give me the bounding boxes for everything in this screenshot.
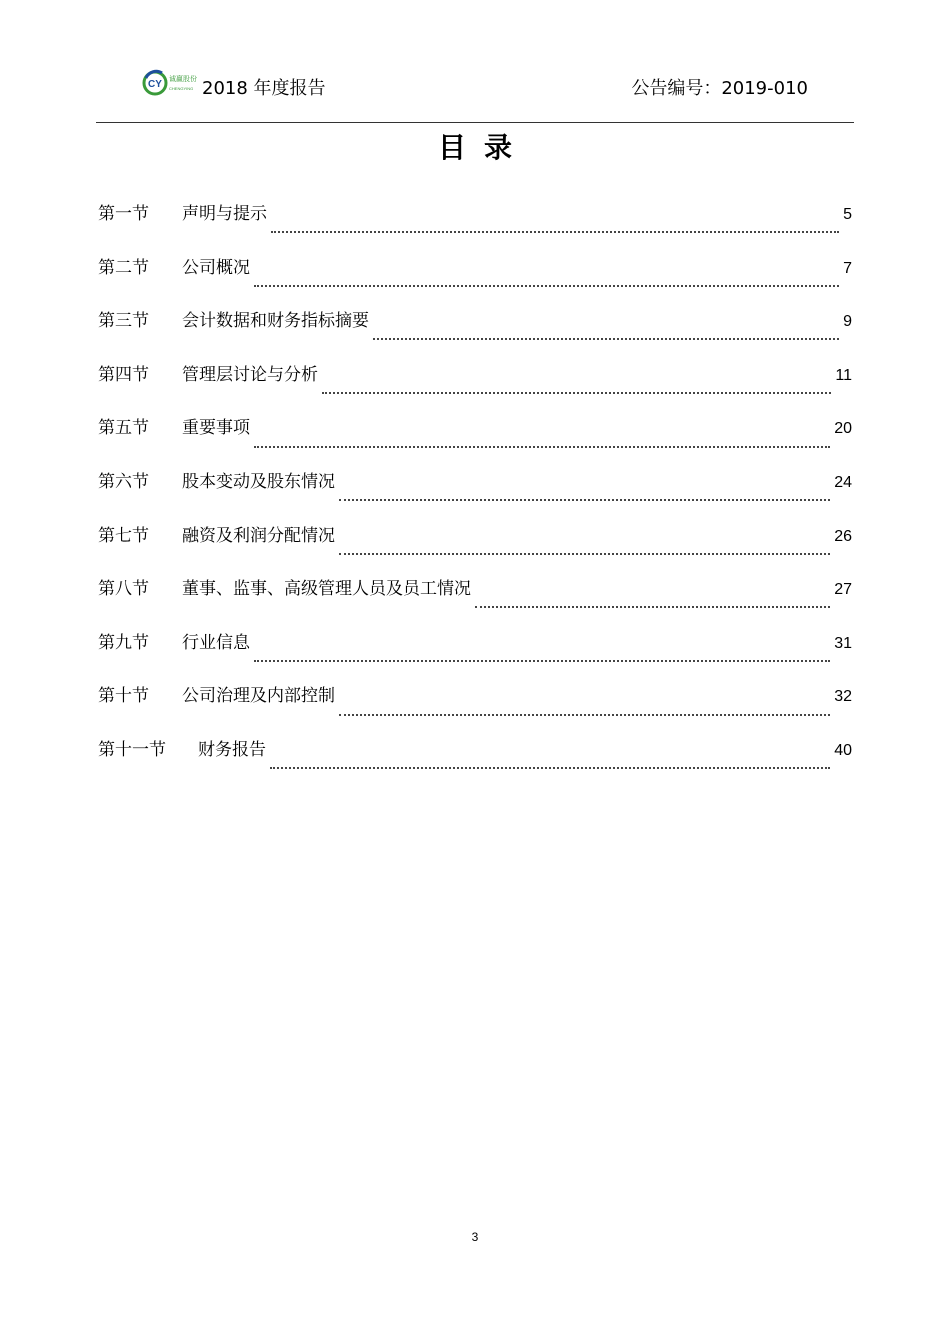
report-title: 2018 年度报告 — [202, 78, 326, 99]
toc-item[interactable] — [98, 682, 852, 736]
toc-dot-leader — [271, 230, 839, 233]
toc-dot-leader — [373, 337, 839, 340]
logo-subtext: CHENGYING — [169, 86, 194, 91]
toc-item[interactable] — [98, 254, 852, 308]
toc-section-number: 第十一节 — [98, 739, 166, 760]
toc-dot-leader — [254, 284, 839, 287]
toc-dot-leader — [270, 766, 830, 769]
toc-dot-leader — [339, 713, 830, 716]
toc-section-number: 第十节 — [98, 686, 149, 707]
toc-page-number: 26 — [834, 527, 852, 545]
toc-page-number: 40 — [834, 741, 852, 759]
toc-item[interactable] — [98, 414, 852, 468]
toc-title: 目录 — [437, 131, 530, 164]
toc-dot-leader — [322, 391, 831, 394]
toc-page-number: 9 — [843, 313, 852, 331]
toc-item[interactable] — [98, 522, 852, 576]
toc-section-number: 第四节 — [98, 364, 149, 385]
toc-item[interactable] — [98, 200, 852, 254]
toc-section-name: 董事、监事、高级管理人员及员工情况 — [182, 579, 471, 600]
toc-item[interactable] — [98, 575, 852, 629]
toc-dot-leader — [339, 498, 830, 501]
toc-dot-leader — [339, 552, 830, 555]
announcement-number: 公告编号：2019-010 — [631, 78, 808, 99]
toc-section-number: 第一节 — [98, 204, 149, 224]
toc-section-name: 财务报告 — [198, 739, 266, 760]
toc-section-name: 公司概况 — [182, 257, 250, 278]
table-of-contents — [98, 200, 852, 790]
toc-page-number: 11 — [835, 366, 852, 384]
toc-section-number: 第九节 — [98, 632, 149, 653]
toc-page-number: 27 — [834, 581, 852, 599]
toc-page-number: 5 — [843, 206, 852, 223]
toc-page-number: 31 — [834, 634, 852, 652]
toc-item[interactable] — [98, 736, 852, 790]
toc-item[interactable] — [98, 307, 852, 361]
toc-section-number: 第三节 — [98, 311, 149, 332]
toc-page-number: 20 — [834, 420, 852, 438]
toc-section-number: 第五节 — [98, 418, 149, 439]
toc-dot-leader — [254, 445, 830, 448]
toc-dot-leader — [475, 605, 830, 608]
toc-section-number: 第六节 — [98, 471, 149, 492]
page-number: 3 — [471, 1230, 479, 1244]
toc-item[interactable] — [98, 361, 852, 415]
toc-section-name: 声明与提示 — [182, 204, 267, 224]
toc-section-name: 会计数据和财务指标摘要 — [182, 311, 369, 332]
toc-item[interactable] — [98, 629, 852, 683]
toc-dot-leader — [254, 659, 830, 662]
toc-section-name: 公司治理及内部控制 — [182, 686, 335, 707]
toc-section-number: 第八节 — [98, 579, 149, 600]
toc-section-name: 行业信息 — [182, 632, 250, 653]
toc-section-name: 股本变动及股东情况 — [182, 471, 335, 492]
toc-section-name: 管理层讨论与分析 — [182, 364, 318, 385]
logo-mark: CY — [148, 79, 162, 90]
toc-section-name: 融资及利润分配情况 — [182, 525, 335, 546]
toc-section-number: 第二节 — [98, 257, 149, 278]
toc-section-name: 重要事项 — [182, 418, 250, 439]
toc-page-number: 7 — [843, 259, 852, 277]
company-logo — [142, 68, 202, 98]
toc-section-number: 第七节 — [98, 525, 149, 546]
page-header — [96, 64, 854, 123]
logo-text: 诚赢股份 — [169, 75, 197, 83]
toc-page-number: 24 — [834, 473, 852, 491]
toc-page-number: 32 — [834, 688, 852, 706]
toc-item[interactable] — [98, 468, 852, 522]
